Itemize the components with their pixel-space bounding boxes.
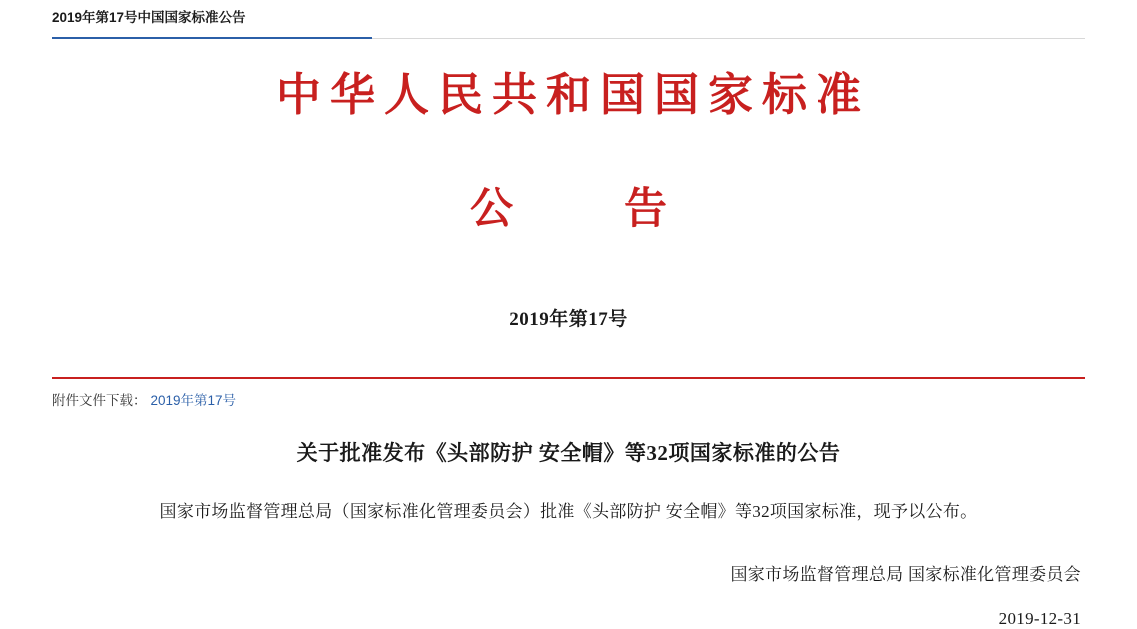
attachment-row — [52, 389, 1137, 409]
attachment-download-link[interactable]: 2019年第17号 — [150, 393, 237, 409]
document-paragraph: 国家市场监督管理总局（国家标准化管理委员会）批准《头部防护 安全帽》等32项国家标准，现予以公布。 — [159, 502, 978, 522]
title-block — [0, 67, 1137, 331]
red-divider — [52, 377, 1085, 379]
page-title: 中华人民共和国国家标准 — [275, 70, 870, 120]
tab-active-underline — [52, 37, 372, 40]
attachment-label: 附件文件下载： — [52, 393, 147, 409]
tab-announcement-2019-17[interactable]: 2019年第17号中国国家标准公告 — [52, 10, 246, 25]
page-subtitle: 公 告 — [470, 186, 701, 234]
issue-number: 2019年第17号 — [509, 309, 628, 331]
document-heading: 关于批准发布《头部防护 安全帽》等32项国家标准的公告 — [296, 441, 841, 466]
topbar — [52, 0, 1085, 39]
document-date: 2019-12-31 — [998, 609, 1081, 629]
document-signature: 国家市场监督管理总局 国家标准化管理委员会 — [730, 565, 1081, 585]
